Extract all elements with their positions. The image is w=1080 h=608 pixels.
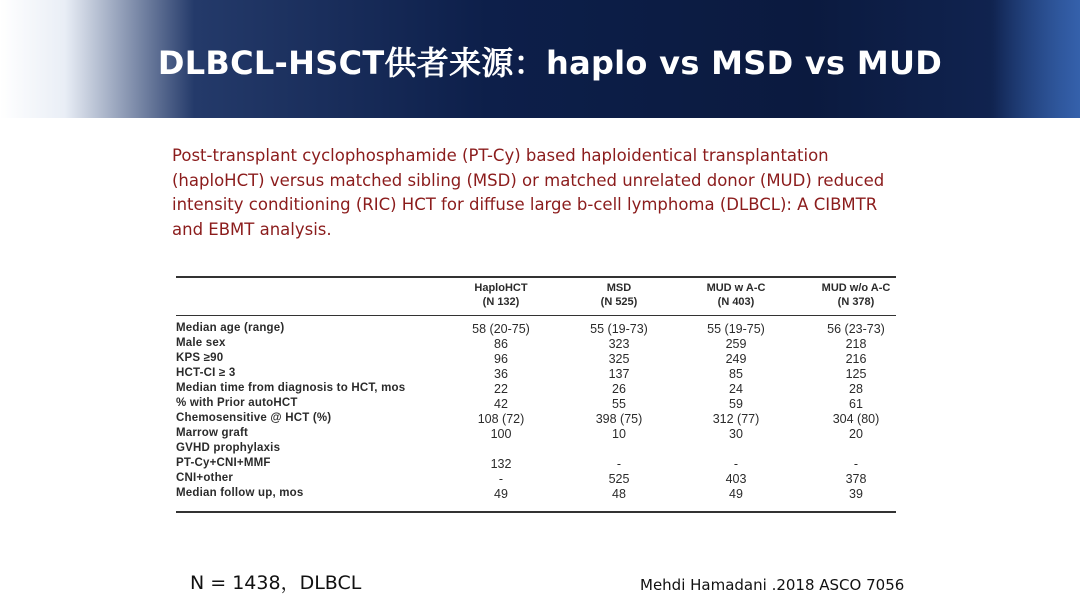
column-header-mud-without-ac (806, 281, 906, 309)
table-cell: 85 (729, 367, 743, 381)
row-label: Median age (range) (176, 322, 285, 334)
column-header-msd (569, 281, 669, 309)
table-cell: 36 (494, 367, 508, 381)
table-row (176, 367, 896, 382)
table-cell: 28 (849, 382, 863, 396)
table-cell: 325 (608, 352, 630, 366)
table-row (176, 472, 896, 487)
sample-size-note: N = 1438，DLBCL (190, 572, 362, 594)
abstract-line: intensity conditioning (RIC) HCT for diffuse large b-cell lymphoma (DLBCL): A CIBMTR (172, 195, 878, 214)
table-cell: 49 (494, 487, 508, 501)
row-label: HCT-CI ≥ 3 (176, 367, 236, 379)
table-cell: 55 (612, 397, 626, 411)
table-row (176, 442, 896, 457)
table-cell: 323 (608, 337, 630, 351)
table-cell: 403 (725, 472, 747, 486)
table-bottom-rule (176, 511, 896, 513)
table-cell: 22 (494, 382, 508, 396)
column-header-n: (N 378) (837, 296, 875, 308)
table-row (176, 337, 896, 352)
table-cell: 216 (845, 352, 867, 366)
row-label: % with Prior autoHCT (176, 397, 298, 409)
column-header-name: MUD w A-C (706, 282, 766, 294)
row-label: KPS ≥90 (176, 352, 224, 364)
table-row (176, 352, 896, 367)
table-cell: 137 (608, 367, 630, 381)
table-cell: 125 (845, 367, 867, 381)
table-cell: 249 (725, 352, 747, 366)
column-header-n: (N 403) (717, 296, 755, 308)
table-cell: 132 (490, 457, 512, 471)
table-cell: 42 (494, 397, 508, 411)
table-cell: 96 (494, 352, 508, 366)
abstract-line: Post-transplant cyclophosphamide (PT-Cy) based haploidentical transplantation (172, 146, 829, 165)
table-cell: 10 (612, 427, 626, 441)
table-cell: 312 (77) (712, 412, 760, 426)
table-cell: 218 (845, 337, 867, 351)
table-cell: 100 (490, 427, 512, 441)
abstract-title (172, 144, 892, 242)
row-label: Median time from diagnosis to HCT, mos (176, 382, 406, 394)
table-cell: 58 (20-75) (472, 322, 530, 336)
table-cell: - (616, 457, 622, 471)
table-cell: 108 (72) (477, 412, 525, 426)
table-cell: 259 (725, 337, 747, 351)
table-cell: - (853, 457, 859, 471)
table-cell: 55 (19-73) (590, 322, 648, 336)
column-header-name: MUD w/o A-C (821, 282, 891, 294)
table-cell: 26 (612, 382, 626, 396)
title-banner (0, 0, 1080, 118)
table-row (176, 427, 896, 442)
abstract-line: (haploHCT) versus matched sibling (MSD) or matched unrelated donor (MUD) reduced (172, 170, 885, 190)
abstract-line: and EBMT analysis. (172, 219, 332, 239)
table-cell: - (733, 457, 739, 471)
table-row (176, 382, 896, 397)
slide-title: DLBCL-HSCT供者来源：haplo vs MSD vs MUD (157, 44, 943, 82)
table-row (176, 412, 896, 427)
row-label: GVHD prophylaxis (176, 442, 281, 454)
table-cell: - (498, 472, 504, 486)
row-label: CNI+other (176, 472, 234, 484)
table-row (176, 487, 896, 502)
table-cell: 61 (849, 397, 863, 411)
citation: Mehdi Hamadani .2018 ASCO 7056 (640, 576, 905, 594)
column-header-mud-with-ac (686, 281, 786, 309)
row-label: Male sex (176, 337, 226, 349)
table-row (176, 397, 896, 412)
row-label: Chemosensitive @ HCT (%) (176, 412, 332, 424)
table-cell: 86 (494, 337, 508, 351)
table-cell: 24 (729, 382, 743, 396)
column-header-n: (N 132) (482, 296, 520, 308)
table-cell: 378 (845, 472, 867, 486)
table-row (176, 457, 896, 472)
table-cell: 49 (729, 487, 743, 501)
column-header-haplohct (451, 281, 551, 309)
table-cell: 55 (19-75) (707, 322, 765, 336)
row-label: Marrow graft (176, 427, 249, 439)
table-cell: 48 (612, 487, 626, 501)
table-cell: 30 (729, 427, 743, 441)
table-cell: 39 (849, 487, 863, 501)
column-header-name: MSD (606, 282, 632, 294)
table-cell: 59 (729, 397, 743, 411)
column-header-name: HaploHCT (474, 282, 528, 294)
table-cell: 56 (23-73) (827, 322, 885, 336)
table-cell: 525 (608, 472, 630, 486)
table-top-rule (176, 276, 896, 278)
column-header-n: (N 525) (600, 296, 638, 308)
table-cell: 20 (849, 427, 863, 441)
table-cell: 398 (75) (595, 412, 643, 426)
table-row (176, 322, 896, 337)
table-cell: 304 (80) (832, 412, 880, 426)
table-header-rule (176, 315, 896, 316)
row-label: Median follow up, mos (176, 487, 304, 499)
row-label: PT-Cy+CNI+MMF (176, 457, 271, 469)
